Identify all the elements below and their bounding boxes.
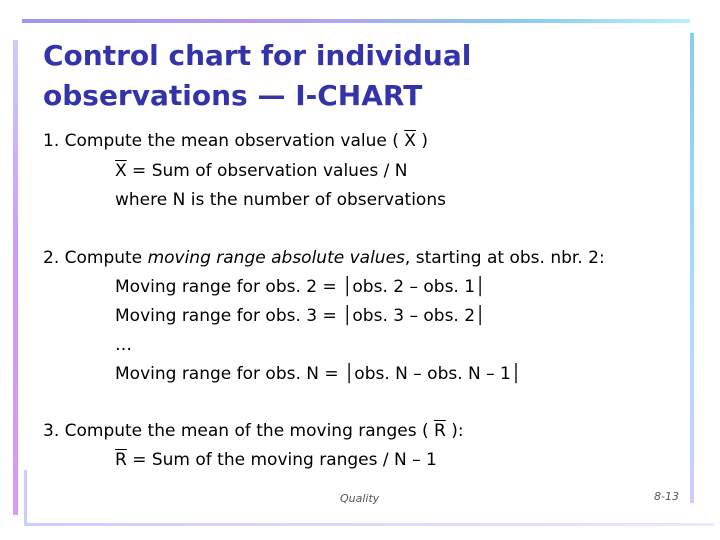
- step2-line-2: Moving range for obs. 3 = │obs. 3 – obs. 2│: [115, 306, 486, 326]
- step1-heading: [43, 131, 428, 151]
- step3-formula-rest: = Sum of the moving ranges / N – 1: [126, 450, 437, 470]
- right-accent-bar: [690, 33, 694, 503]
- step1-formula: [115, 161, 408, 181]
- step3-formula: [115, 450, 437, 470]
- bottom-accent-bar: [24, 523, 714, 526]
- footer-center-text: Quality: [340, 492, 380, 505]
- bottom-left-accent: [24, 470, 27, 525]
- step1-formula-symbol: $\overline{X}$: [115, 161, 127, 181]
- title-line-2: observations — I-CHART: [43, 79, 423, 112]
- step3-formula-symbol: $\overline{R}$: [115, 450, 127, 470]
- title-line-1: Control chart for individual: [43, 39, 472, 72]
- top-accent-bar: [22, 19, 690, 23]
- footer-page-number: 8-13: [654, 490, 679, 503]
- step1-symbol: $\overline{X}$: [404, 131, 416, 151]
- step3-close: ):: [445, 421, 464, 441]
- step2-heading: [43, 248, 605, 268]
- step2-line-n: Moving range for obs. N = │obs. N – obs. N – 1│: [115, 364, 522, 384]
- step2-line-1: Moving range for obs. 2 = │obs. 2 – obs. 1│: [115, 277, 486, 297]
- step1-formula-rest: = Sum of observation values / N: [126, 161, 408, 181]
- step2-emphasis: moving range absolute values: [147, 248, 405, 268]
- step1-close: ): [415, 131, 428, 151]
- step1-note: where N is the number of observations: [115, 190, 446, 210]
- step3-symbol: $\overline{R}$: [434, 421, 446, 441]
- step2-lead: 2. Compute: [43, 248, 148, 268]
- step2-line-ellipsis: …: [115, 335, 132, 355]
- slide-title: [43, 36, 471, 116]
- step3-heading: [43, 421, 464, 441]
- step1-intro: 1. Compute the mean observation value (: [43, 131, 405, 151]
- left-accent-bar: [13, 40, 18, 515]
- step2-rest: , starting at obs. nbr. 2:: [404, 248, 605, 268]
- step3-intro: 3. Compute the mean of the moving ranges (: [43, 421, 434, 441]
